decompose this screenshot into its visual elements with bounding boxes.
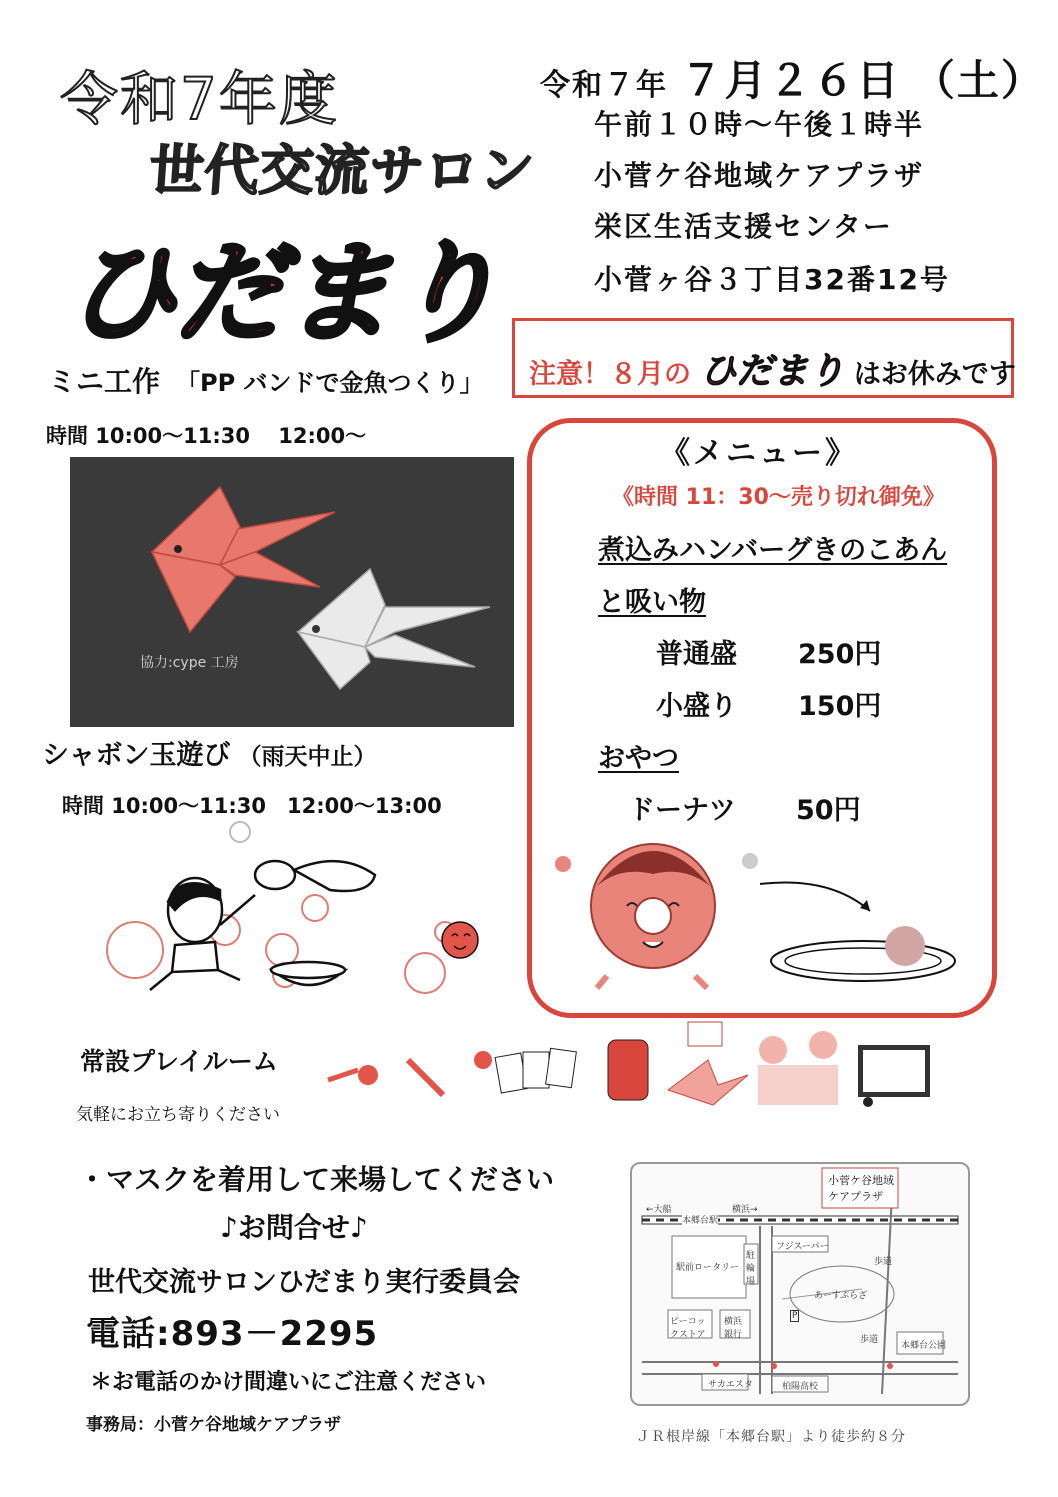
title-year: 令和7年度 <box>60 65 339 133</box>
sun-icon <box>442 922 478 958</box>
committee-name: 世代交流サロンひだまり実行委員会 <box>88 1267 520 1298</box>
menu-item-name: 普通盛 <box>656 639 737 670</box>
goldfish-icon <box>70 457 514 727</box>
notice-name: ひだまり <box>700 351 845 392</box>
menu-item-price: 250円 <box>798 639 882 670</box>
august-notice <box>512 318 1014 398</box>
toys-illustration <box>318 1020 943 1115</box>
map-bicycle-label: 駐輪場 <box>746 1251 756 1287</box>
craft-title <box>48 360 484 400</box>
map-super-label: フジスーパー <box>776 1242 829 1252</box>
notice-suffix: はお休みです <box>853 359 1016 390</box>
menu-title: 《メニュー》 <box>660 436 858 471</box>
playroom-title: 常設プレイルーム <box>80 1047 278 1076</box>
menu-item-name: 小盛り <box>656 691 737 722</box>
office-name: 事務局：小菅ケ谷地域ケアプラザ <box>86 1415 341 1435</box>
date-day: （土） <box>912 56 1045 105</box>
map-bank-label: 横浜銀行 <box>724 1317 743 1340</box>
menu-note: 《時間 11：30～売り切れ御免》 <box>612 485 945 510</box>
notice-month: ８月の <box>610 359 691 390</box>
map-plaza-label: 小菅ケ谷地域ケアプラザ <box>828 1174 894 1203</box>
photo-credit: 協力:cype 工房 <box>140 655 239 671</box>
map-park-label: 本郷台公園 <box>901 1341 947 1351</box>
map-walk1-label: 歩道 <box>874 1257 893 1267</box>
inquiry-label: ♪お問合せ♪ <box>220 1211 368 1244</box>
title-salon: 世代交流サロン <box>147 139 537 202</box>
menu-item-price: 150円 <box>798 691 882 722</box>
bubble-time: 時間 10:00～11:30 12:00～13:00 <box>62 794 442 818</box>
donut-illustration <box>545 826 985 1006</box>
map-west-label: ←大船 <box>646 1205 672 1215</box>
mask-request: ・マスクを着用して来場してください <box>78 1163 555 1196</box>
map-school-label: 柏陽高校 <box>782 1382 819 1392</box>
bubble-title <box>42 733 376 772</box>
barrel-toy-icon <box>608 1040 648 1100</box>
bubble-title-text: シャボン玉遊び <box>42 740 231 771</box>
map-walk2-label: 歩道 <box>860 1335 879 1345</box>
kendama-icon <box>408 1051 492 1095</box>
date-prefix: 令和７年 <box>540 68 668 103</box>
go-board-icon <box>858 1045 930 1107</box>
playroom-note: 気軽にお立ち寄りください <box>76 1105 280 1125</box>
date-main: ７月２６日 <box>680 56 901 105</box>
elders-icon <box>758 1031 838 1105</box>
notice-prefix: 注意！ <box>529 359 610 390</box>
phone-warning: ＊お電話のかけ間違いにご注意ください <box>90 1370 487 1395</box>
map-east-label: 横浜→ <box>732 1205 758 1215</box>
cards-icon <box>495 1048 576 1093</box>
craft-subtitle: 「PP バンドで金魚つくり」 <box>176 369 484 397</box>
menu-snack-label: おやつ <box>598 743 679 774</box>
event-center: 栄区生活支援センター <box>594 210 893 243</box>
map-parking-label: P <box>792 1311 798 1321</box>
donut-icon <box>555 844 758 988</box>
event-date <box>540 48 1045 108</box>
goldfish-photo <box>70 457 514 727</box>
map-station-label: 本郷台駅 <box>682 1213 718 1226</box>
title-hidamari: ひだまり <box>59 229 524 357</box>
flower-icon <box>328 1065 378 1085</box>
map-roads <box>632 1164 968 1404</box>
plate-donut-icon <box>885 926 925 966</box>
menu-main-line1: 煮込みハンバーグきのこあん <box>598 535 948 566</box>
access-map <box>630 1162 970 1406</box>
phone-number: 電話:893－2295 <box>86 1314 379 1354</box>
map-rotary-label: 駅前ロータリー <box>676 1263 740 1273</box>
event-venue: 小菅ケ谷地域ケアプラザ <box>594 159 925 192</box>
event-address: 小菅ヶ谷３丁目32番12号 <box>594 263 950 296</box>
bubble-illustration <box>80 820 520 1040</box>
menu-snack-name: ドーナツ <box>628 795 736 826</box>
map-peacock-label: ピーコックストア <box>670 1317 706 1340</box>
map-asu-label: あーすぷらざ <box>814 1291 868 1301</box>
bubble-note: （雨天中止） <box>238 744 377 770</box>
paper-crane-icon <box>668 1060 748 1105</box>
event-time: 午前１０時～午後１時半 <box>594 108 925 141</box>
menu-snack-price: 50円 <box>796 795 861 826</box>
craft-title-text: ミニ工作 <box>48 365 161 398</box>
map-caption: ＪＲ根岸線「本郷台駅」より徒歩約８分 <box>636 1429 906 1445</box>
map-sakaesta-label: サカエスタ <box>708 1380 753 1390</box>
menu-main-line2: と吸い物 <box>598 587 706 618</box>
craft-time: 時間 10:00～11:30 12:00～ <box>46 424 367 448</box>
karuta-icon <box>688 1022 722 1046</box>
